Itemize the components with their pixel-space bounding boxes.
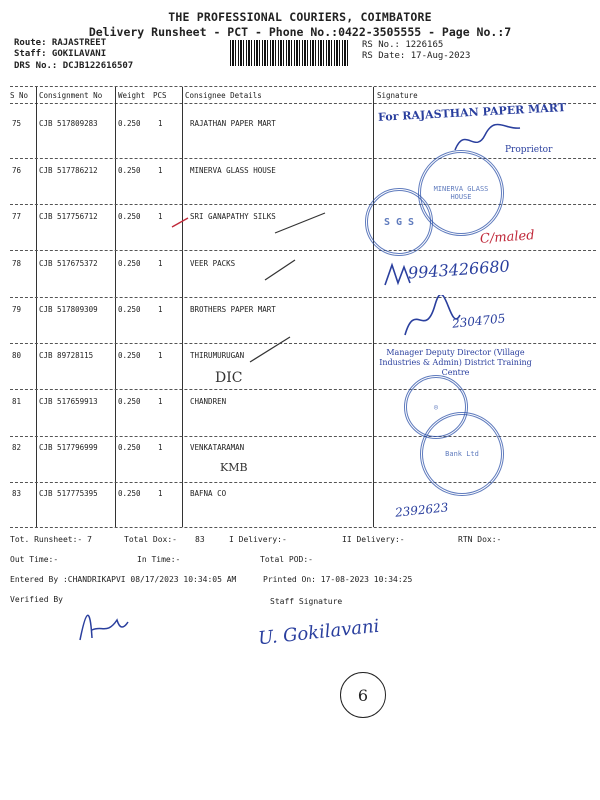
col-header-consignee: Consignee Details bbox=[185, 91, 262, 100]
row-weight: 0.250 bbox=[118, 305, 141, 314]
staff-handwritten-signature: U. Gokilavani bbox=[257, 615, 381, 650]
row-weight: 0.250 bbox=[118, 443, 141, 452]
document-title: THE PROFESSIONAL COURIERS, COIMBATORE bbox=[168, 10, 432, 24]
row-consignee: RAJATHAN PAPER MART bbox=[190, 119, 276, 128]
row-pcs: 1 bbox=[158, 351, 163, 360]
note-row82: KMB bbox=[220, 461, 248, 474]
row-consignee: VENKATARAMAN bbox=[190, 443, 245, 452]
verifier-signature bbox=[72, 600, 132, 645]
row-consignee: VEER PACKS bbox=[190, 259, 236, 268]
total-pod-label: Total POD:- bbox=[260, 555, 313, 564]
row-consignment: CJB 517809309 bbox=[39, 305, 98, 314]
red-tick bbox=[170, 215, 190, 230]
row-rule bbox=[10, 436, 596, 437]
row-weight: 0.250 bbox=[118, 212, 141, 221]
row-consignment: CJB 89728115 bbox=[39, 351, 94, 360]
verified-by-label: Verified By bbox=[10, 595, 63, 604]
row-pcs: 1 bbox=[158, 443, 163, 452]
sgs-stamp: S G S bbox=[365, 188, 433, 256]
column-divider bbox=[373, 87, 374, 527]
col-header-pcs: PCS bbox=[153, 91, 167, 100]
i-delivery-label: I Delivery:- bbox=[229, 535, 287, 544]
row-sno: 77 bbox=[12, 212, 22, 221]
printed-on: Printed On: 17-08-2023 10:34:25 bbox=[263, 575, 413, 584]
row-consignment: CJB 517756712 bbox=[39, 212, 98, 221]
col-header-consignment: Consignment No bbox=[39, 91, 103, 100]
deputy-director-stamp: Manager Deputy Director (Village Industries & Admin) District Training Centre bbox=[379, 348, 532, 377]
column-divider bbox=[182, 87, 183, 527]
row-weight: 0.250 bbox=[118, 351, 141, 360]
row-consignee: MINERVA GLASS HOUSE bbox=[190, 166, 276, 175]
row-sno: 78 bbox=[12, 259, 22, 268]
row-weight: 0.250 bbox=[118, 397, 141, 406]
row-pcs: 1 bbox=[158, 305, 163, 314]
row-rule bbox=[10, 389, 596, 390]
col-header-sno: S No bbox=[10, 91, 29, 100]
route-label: Route: RAJASTREET bbox=[14, 38, 107, 48]
row-consignment: CJB 517659913 bbox=[39, 397, 98, 406]
col-header-signature: Signature bbox=[377, 91, 418, 100]
row-sno: 83 bbox=[12, 489, 22, 498]
total-dox-value: 83 bbox=[195, 535, 205, 544]
staff-label: Staff: GOKILAVANI bbox=[14, 49, 107, 59]
note-row80: DIC bbox=[215, 370, 243, 386]
tot-runsheet: Tot. Runsheet:- 7 bbox=[10, 535, 92, 544]
table-top-rule bbox=[10, 86, 596, 87]
row-consignee: CHANDREN bbox=[190, 397, 227, 406]
entered-by: Entered By :CHANDRIKAPVI 08/17/2023 10:34:05 AM bbox=[10, 575, 237, 584]
row-rule bbox=[10, 297, 596, 298]
row-pcs: 1 bbox=[158, 397, 163, 406]
signature-row77: C/maled bbox=[479, 228, 536, 247]
col-header-weight: Weight bbox=[118, 91, 146, 100]
row-consignee: SRI GANAPATHY SILKS bbox=[190, 212, 276, 221]
ii-delivery-label: II Delivery:- bbox=[342, 535, 405, 544]
document-subtitle: Delivery Runsheet - PCT - Phone No.:0422-3505555 - Page No.:7 bbox=[88, 25, 512, 39]
row-weight: 0.250 bbox=[118, 166, 141, 175]
rtn-dox-label: RTN Dox:- bbox=[458, 535, 502, 544]
pen-stroke bbox=[245, 332, 295, 367]
seal-stamp: ◎ bbox=[404, 375, 468, 439]
number-row79: 2304705 bbox=[451, 311, 507, 331]
row-consignee: BAFNA CO bbox=[190, 489, 227, 498]
proprietor-text: Proprietor bbox=[505, 145, 553, 155]
signature-row78 bbox=[380, 255, 420, 295]
row-consignment: CJB 517786212 bbox=[39, 166, 98, 175]
drs-number: DRS No.: DCJB122616507 bbox=[14, 61, 134, 71]
pen-stroke bbox=[270, 208, 330, 238]
row-sno: 82 bbox=[12, 443, 22, 452]
row-sno: 81 bbox=[12, 397, 22, 406]
column-divider bbox=[36, 87, 37, 527]
row-pcs: 1 bbox=[158, 489, 163, 498]
column-divider bbox=[115, 87, 116, 527]
row-rule bbox=[10, 250, 596, 251]
in-time-label: In Time:- bbox=[137, 555, 181, 564]
phone-row78: 9943426680 bbox=[407, 256, 511, 283]
row-pcs: 1 bbox=[158, 259, 163, 268]
row-rule bbox=[10, 482, 596, 483]
row-sno: 80 bbox=[12, 351, 22, 360]
rs-number: RS No.: 1226165 bbox=[362, 40, 444, 50]
table-bottom-rule bbox=[10, 527, 596, 528]
row-consignee: BROTHERS PAPER MART bbox=[190, 305, 276, 314]
row-weight: 0.250 bbox=[118, 259, 141, 268]
row-pcs: 1 bbox=[158, 212, 163, 221]
barcode bbox=[230, 40, 350, 66]
total-dox-label: Total Dox:- bbox=[124, 535, 177, 544]
circled-page-number: 6 bbox=[340, 672, 386, 718]
row-consignment: CJB 517675372 bbox=[39, 259, 98, 268]
row-rule bbox=[10, 343, 596, 344]
row-sno: 79 bbox=[12, 305, 22, 314]
row-weight: 0.250 bbox=[118, 489, 141, 498]
row-weight: 0.250 bbox=[118, 119, 141, 128]
pen-stroke bbox=[260, 255, 300, 285]
row-sno: 75 bbox=[12, 119, 22, 128]
row-rule bbox=[10, 204, 596, 205]
row-sno: 76 bbox=[12, 166, 22, 175]
rajasthan-stamp-text: For RAJASTHAN PAPER MART bbox=[377, 101, 567, 124]
glass-house-stamp: MINERVA GLASS HOUSE bbox=[418, 150, 504, 236]
out-time-label: Out Time:- bbox=[10, 555, 59, 564]
bank-stamp: Bank Ltd bbox=[420, 412, 504, 496]
row-pcs: 1 bbox=[158, 166, 163, 175]
row-consignment: CJB 517809283 bbox=[39, 119, 98, 128]
row-consignee: THIRUMURUGAN bbox=[190, 351, 245, 360]
row-pcs: 1 bbox=[158, 119, 163, 128]
row-consignment: CJB 517796999 bbox=[39, 443, 98, 452]
row-consignment: CJB 517775395 bbox=[39, 489, 98, 498]
rs-date: RS Date: 17-Aug-2023 bbox=[362, 51, 471, 61]
number-row83: 2392623 bbox=[394, 500, 450, 520]
staff-signature-label: Staff Signature bbox=[270, 597, 343, 606]
